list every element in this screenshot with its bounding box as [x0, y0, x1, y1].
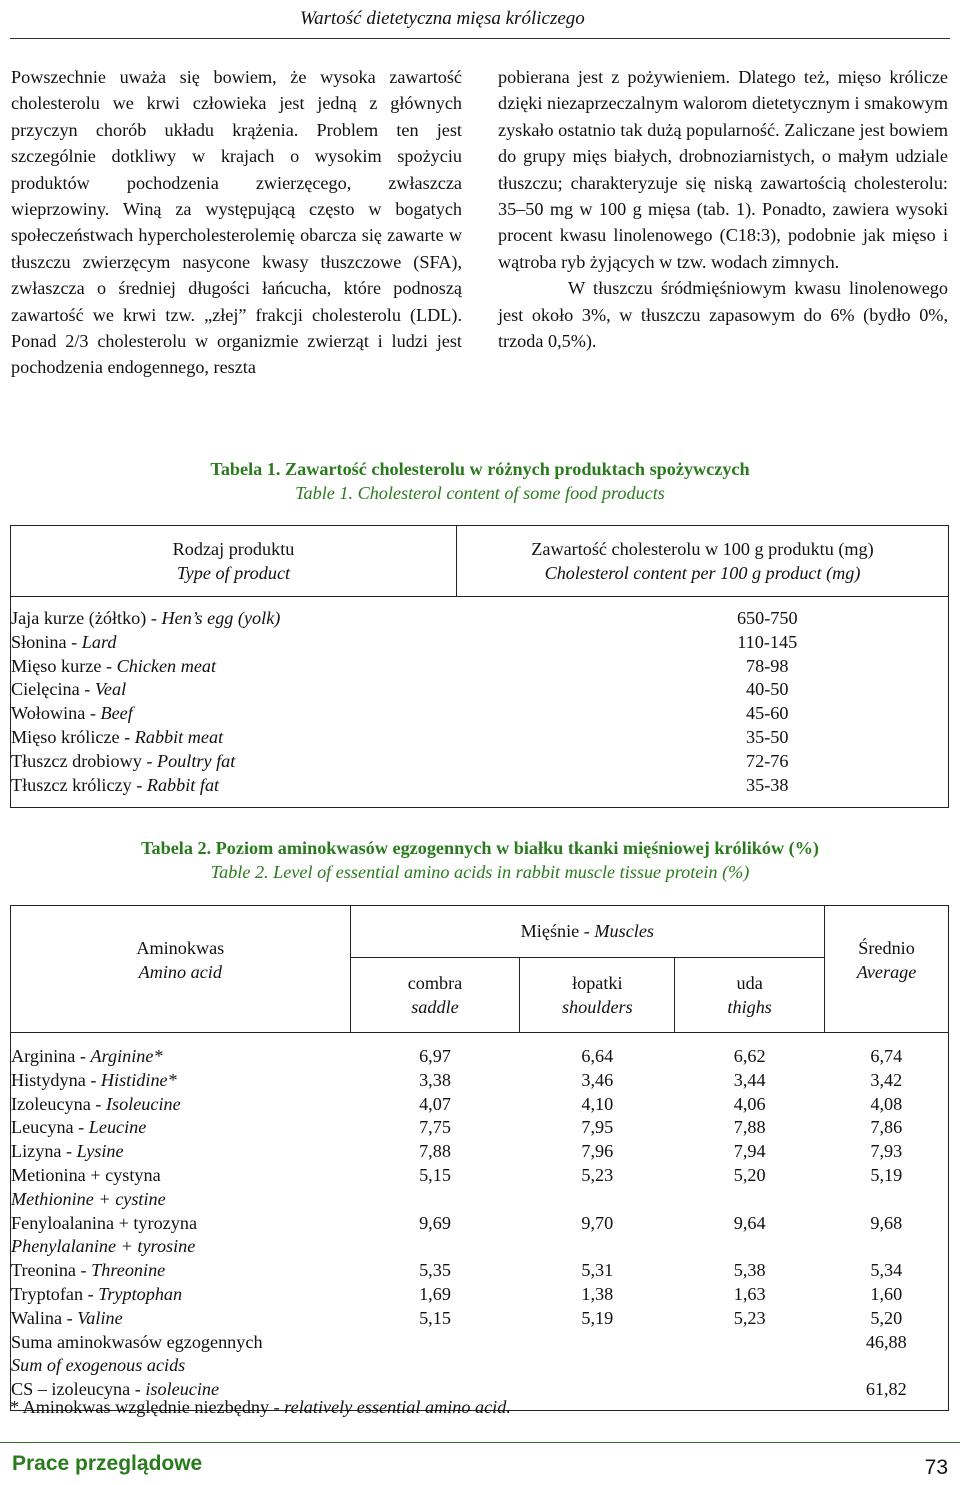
- table2-shoulders-cell: 5,19: [581, 1307, 614, 1328]
- table1-row: [11, 774, 949, 798]
- table2-thighs-cell: 7,88: [733, 1117, 766, 1138]
- table1-product-cell: Tłuszcz drobiowy - Poultry fat: [11, 750, 236, 771]
- table1-value-cell: 78-98: [746, 655, 789, 676]
- table2-header-amino-acid: Aminokwas Amino acid: [11, 906, 351, 1033]
- footer-section-label: Prace przeglądowe: [12, 1452, 203, 1475]
- table2-row: [11, 1212, 949, 1260]
- table2-avg-cell: 7,86: [870, 1117, 903, 1138]
- table2-row: [11, 1069, 949, 1093]
- table2-row: [11, 1045, 949, 1069]
- table2-shoulders-cell: 9,70: [581, 1212, 614, 1233]
- table2-saddle-cell: 5,35: [419, 1260, 451, 1281]
- right-column: [498, 64, 948, 354]
- table2-thighs-cell: 7,94: [733, 1141, 766, 1162]
- table2-shoulders-cell: [520, 1378, 675, 1402]
- table2-saddle-cell: [350, 1331, 520, 1379]
- table2-amino-acid-cell: Metionina + cystyna Methionine + cystine: [11, 1164, 166, 1209]
- table1-value-cell: 110-145: [737, 631, 798, 652]
- table1-product-cell: Wołowina - Beef: [11, 703, 133, 724]
- table2-avg-cell: 9,68: [870, 1212, 903, 1233]
- table2-row: [11, 1116, 949, 1140]
- table2-shoulders-cell: 5,23: [581, 1164, 614, 1185]
- table1-value-cell: 35-50: [746, 726, 789, 747]
- table2-thighs-cell: 5,20: [733, 1164, 766, 1185]
- table2-saddle-cell: 1,69: [419, 1283, 451, 1304]
- table1-value-cell: 650-750: [736, 608, 798, 628]
- table2-thighs-cell: [675, 1378, 825, 1402]
- right-column-paragraph-1: pobierana jest z pożywieniem. Dlatego też, mięso królicze dzięki niezaprzeczalnym walorom dietetycznym i smakowym zyskało ostatnio tak dużą popularność. Zaliczane jest bowiem do grupy mięs białych, drobnoziarnistych, o małym udziale tłuszczu; charakteryzuje się niską zawartością cholesterolu: 35–50 mg w 100 g mięsa (tab. 1). Ponadto, zawiera wysoki procent kwasu linolenowego (C18:3), podobnie jak mięso i wątroba ryb żyjących w tzw. wodach zimnych.: [498, 67, 948, 272]
- table1: [10, 525, 949, 808]
- table2-saddle-cell: 5,15: [419, 1307, 451, 1328]
- table2-header-row1: [11, 906, 949, 958]
- table2-saddle-cell: 7,88: [419, 1141, 451, 1162]
- table2-thighs-cell: 5,38: [733, 1260, 766, 1281]
- table1-product-cell: Mięso kurze - Chicken meat: [11, 655, 217, 676]
- table2-amino-acid-cell: Tryptofan - Tryptophan: [11, 1283, 183, 1304]
- table2-thighs-cell: 4,06: [733, 1093, 766, 1114]
- table2-thighs-cell: 5,23: [733, 1307, 766, 1328]
- table2-header-shoulders: łopatki shoulders: [520, 957, 675, 1032]
- table2-thighs-cell: 1,63: [733, 1283, 766, 1304]
- table2-header-average: Średnio Average: [825, 906, 949, 1033]
- table2-amino-acid-cell: Arginina - Arginine*: [11, 1046, 163, 1066]
- table1-row: [11, 726, 949, 750]
- table2-row: [11, 1331, 949, 1379]
- table1-caption: [0, 457, 960, 505]
- table2-shoulders-cell: 3,46: [581, 1069, 614, 1090]
- table1-product-cell: Tłuszcz króliczy - Rabbit fat: [11, 774, 220, 795]
- table1-value-cell: 72-76: [746, 750, 789, 771]
- table2-row: [11, 1164, 949, 1212]
- table2-shoulders-cell: 1,38: [581, 1283, 614, 1304]
- table2-thighs-cell: 6,62: [733, 1046, 766, 1066]
- table1-caption-en: Table 1. Cholesterol content of some food products: [295, 483, 665, 503]
- table1-value-cell: 45-60: [746, 703, 789, 724]
- table1-product-cell: Słonina - Lard: [11, 631, 117, 652]
- header-rule: [10, 38, 950, 39]
- table2-avg-cell: 1,60: [870, 1283, 903, 1304]
- table1-product-cell: Cielęcina - Veal: [11, 679, 127, 700]
- table2-shoulders-cell: 5,31: [581, 1260, 614, 1281]
- table2-saddle-cell: 7,75: [419, 1117, 451, 1138]
- table2-header-thighs: uda thighs: [675, 957, 825, 1032]
- table1-value-cell: 35-38: [746, 774, 789, 795]
- table2-avg-cell: 46,88: [865, 1331, 907, 1352]
- table2-shoulders-cell: 7,96: [581, 1141, 614, 1162]
- table1-header-cholesterol: Zawartość cholesterolu w 100 g produktu (mg) Cholesterol content per 100 g product (mg): [457, 526, 949, 597]
- table2-caption: [0, 836, 960, 884]
- table2-avg-cell: 5,20: [870, 1307, 903, 1328]
- table2-saddle-cell: 3,38: [419, 1069, 451, 1090]
- footer-rule: [0, 1442, 960, 1443]
- table2-shoulders-cell: 4,10: [581, 1093, 614, 1114]
- table2-saddle-cell: 9,69: [419, 1212, 451, 1233]
- table1-row: [11, 655, 949, 679]
- table2-amino-acid-cell: Lizyna - Lysine: [11, 1141, 124, 1162]
- table2-amino-acid-cell: Histydyna - Histidine*: [11, 1069, 177, 1090]
- table2-amino-acid-cell: Fenyloalanina + tyrozyna Phenylalanine + tyrosine: [11, 1212, 198, 1257]
- running-title: Wartość dietetyczna mięsa króliczego: [300, 8, 585, 29]
- table2-shoulders-cell: 6,64: [581, 1046, 614, 1066]
- table2-row: [11, 1140, 949, 1164]
- table2-avg-cell: 7,93: [870, 1141, 903, 1162]
- table2-caption-pl: Tabela 2. Poziom aminokwasów egzogennych w białku tkanki mięśniowej królików (%): [141, 838, 819, 858]
- table2-amino-acid-cell: Izoleucyna - Isoleucine: [11, 1093, 181, 1114]
- table1-row: [11, 750, 949, 774]
- table1-row: [11, 631, 949, 655]
- left-column-paragraph: Powszechnie uważa się bowiem, że wysoka zawartość cholesterolu we krwi człowieka jest jedną z głównych przyczyn chorób układu krążenia. Problem ten jest szczególnie dotkliwy w krajach o wysokim spożyciu produktów pochodzenia zwierzęcego, zwłaszcza wieprzowiny. Winą za występującą często w bogatych społeczeństwach hypercholesterolemię obarcza się zawarte w tłuszczu zwierzęcym nasycone kwasy tłuszczowe (SFA), zwłaszcza o średniej długości łańcucha, które podnoszą zawartość we krwi tzw. „złej” frakcji cholesterolu (LDL). Ponad 2/3 cholesterolu w organizmie zwierząt i ludzi jest pochodzenia endogennego, reszta: [11, 67, 462, 378]
- table2-amino-acid-cell: Leucyna - Leucine: [11, 1117, 147, 1138]
- table2-row: [11, 1307, 949, 1331]
- table2-shoulders-cell: 7,95: [581, 1117, 614, 1138]
- table1-product-cell: Mięso królicze - Rabbit meat: [11, 726, 224, 747]
- table2-saddle-cell: 4,07: [419, 1093, 451, 1114]
- table2-shoulders-cell: [520, 1331, 675, 1379]
- table2-amino-acid-cell: Walina - Valine: [11, 1307, 123, 1328]
- table2-header-saddle: combra saddle: [350, 957, 520, 1032]
- table2-saddle-cell: 5,15: [419, 1164, 451, 1185]
- table2-row: [11, 1259, 949, 1283]
- table2-amino-acid-cell: Suma aminokwasów egzogennych Sum of exogenous acids: [11, 1331, 263, 1376]
- running-header: [0, 8, 948, 34]
- table2-thighs-cell: 9,64: [733, 1212, 766, 1233]
- left-column: [11, 64, 462, 381]
- table2-avg-cell: 5,19: [870, 1164, 903, 1185]
- table1-row: [11, 678, 949, 702]
- right-column-paragraph-2: W tłuszczu śródmięśniowym kwasu linolenowego jest około 3%, w tłuszczu zapasowym do 6% (bydło 0%, trzoda 0,5%).: [498, 278, 948, 352]
- table2-thighs-cell: 3,44: [733, 1069, 766, 1090]
- table1-product-cell: Jaja kurze (żółtko) - Hen’s egg (yolk): [11, 608, 281, 628]
- table2-saddle-cell: 6,97: [419, 1046, 451, 1066]
- table1-caption-pl: Tabela 1. Zawartość cholesterolu w różnych produktach spożywczych: [210, 459, 750, 479]
- table2: [10, 905, 949, 1411]
- table2-avg-cell: 4,08: [870, 1093, 903, 1114]
- page-number: 73: [924, 1456, 948, 1479]
- table2-amino-acid-cell: CS – izoleucyna - isoleucine: [11, 1379, 220, 1400]
- table2-row: [11, 1093, 949, 1117]
- table1-header-product: Rodzaj produktu Type of product: [11, 526, 457, 597]
- table1-header: [11, 526, 949, 597]
- footnote: * Aminokwas względnie niezbędny - relatively essential amino acid.: [10, 1397, 511, 1417]
- table1-row: [11, 702, 949, 726]
- table2-thighs-cell: [675, 1331, 825, 1379]
- table2-caption-en: Table 2. Level of essential amino acids in rabbit muscle tissue protein (%): [210, 862, 750, 882]
- table2-avg-cell: 5,34: [870, 1260, 903, 1281]
- table2-header-muscles: Mięśnie - Muscles: [350, 906, 824, 958]
- table2-row: [11, 1283, 949, 1307]
- table2-amino-acid-cell: Treonina - Threonine: [11, 1260, 166, 1281]
- table2-avg-cell: 61,82: [865, 1379, 907, 1400]
- table2-avg-cell: 6,74: [870, 1046, 903, 1066]
- table1-value-cell: 40-50: [746, 679, 789, 700]
- table1-row: [11, 607, 949, 631]
- table2-avg-cell: 3,42: [870, 1069, 903, 1090]
